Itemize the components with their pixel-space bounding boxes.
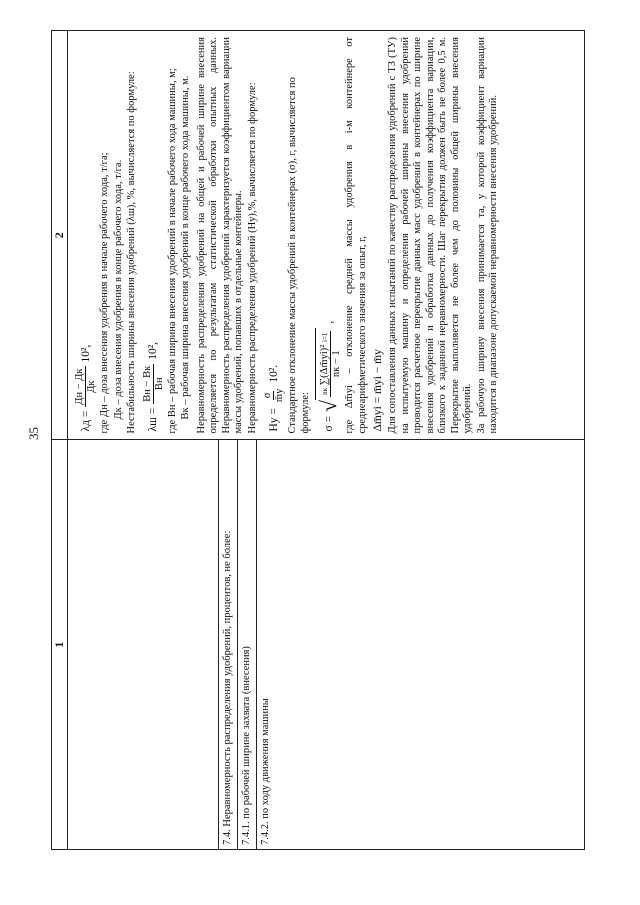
col1-spacer: [68, 441, 218, 850]
text-where-bn: где Bн – рабочая ширина внесения удобрений в начале рабочего хода машины, м;: [166, 68, 178, 434]
text-std-intro: Стандартное отклонение массы удобрений в контейнерах (σ), г, вычисляется по формуле:: [287, 77, 311, 434]
col-header-1: 1: [52, 440, 68, 850]
body-row: [68, 31, 585, 850]
text-uneven-intro: Неравномерность распределения удобрений (Hу),%, вычисляется по формуле:: [246, 82, 258, 434]
header-row: [52, 31, 68, 850]
formula-h-y: Hу = σ m̄у 10².: [262, 364, 285, 432]
col-header-2: 2: [52, 31, 68, 441]
text-where-delta: где Δm̄уi – отклонение средней массы удобрения в i-м контейнере от среднеарифметического значения за опыт, г,: [344, 37, 368, 434]
text-instability: Нестабильность ширины внесения удобрений (λш), %, вычисляется по формуле:: [126, 71, 137, 434]
col1-cell: [68, 440, 585, 850]
row-7-4-1: 7.4.1. по рабочей ширине захвата (внесения): [238, 441, 257, 850]
formula-lambda-sh: λш = Bн − Bк Bн 10²,: [141, 341, 165, 432]
requirements-table: [51, 30, 585, 850]
formula-sigma: σ = √ nк ∑(Δm̄уi)² i=1 nк − 1 ,: [315, 320, 342, 432]
text-where-bk: Bк – рабочая ширина внесения удобрений в конце рабочего хода машины, м.: [180, 75, 191, 420]
para-compare: Для сопоставления данных испытаний по качеству распределения удобрений с ТЗ (ТУ) на испытуемую машину и определения рабочей ширины внесения удобрений проводится расчетное перекрытие данных масс удобрений в контейнерах по ширине внесения удобрений и обработка данных до получения коэффициента вариации, близкого к заданной неравномерности. Шаг перекрытия должен быть не более 0,5 м. Перекрытие выполняется не более чем до половины общей ширины внесения удобрений.: [387, 37, 473, 434]
para-work-width: За рабочую ширину внесения принимается та, у которой коэффициент вариации находится в диапазоне допускаемой неравномерности внесения удобрений.: [475, 37, 499, 434]
para-unevenness: Неравномерность распределения удобрений на общей и рабочей ширине внесения определяется по результатам статистической обработки опытных данных. Неравномерность распределения удобрений характеризуется коэффициентом вариации массы удобрений, попавших в отдельные контейнеры.: [195, 37, 244, 434]
page-number: 35: [26, 427, 41, 440]
col2-cell: [68, 31, 585, 441]
formula-lambda-d: λд = Дн − Дк Дк 10²,: [74, 344, 97, 432]
row-7-4: 7.4. Неравномерность распределения удобрений, процентов, не более:: [218, 441, 238, 850]
row-7-4-2: 7.4.2. по ходу движения машины: [260, 698, 271, 845]
rotated-table-container: [51, 30, 585, 850]
formula-delta-m: Δm̄уi = m̄уi − m̄у: [372, 349, 384, 432]
text-where-dk: Дк – доза внесения удобрения в конце рабочего хода, т/га.: [112, 159, 124, 420]
text-where-dn: где Дн – доза внесения удобрения в начале рабочего хода, т/га;: [99, 152, 110, 434]
